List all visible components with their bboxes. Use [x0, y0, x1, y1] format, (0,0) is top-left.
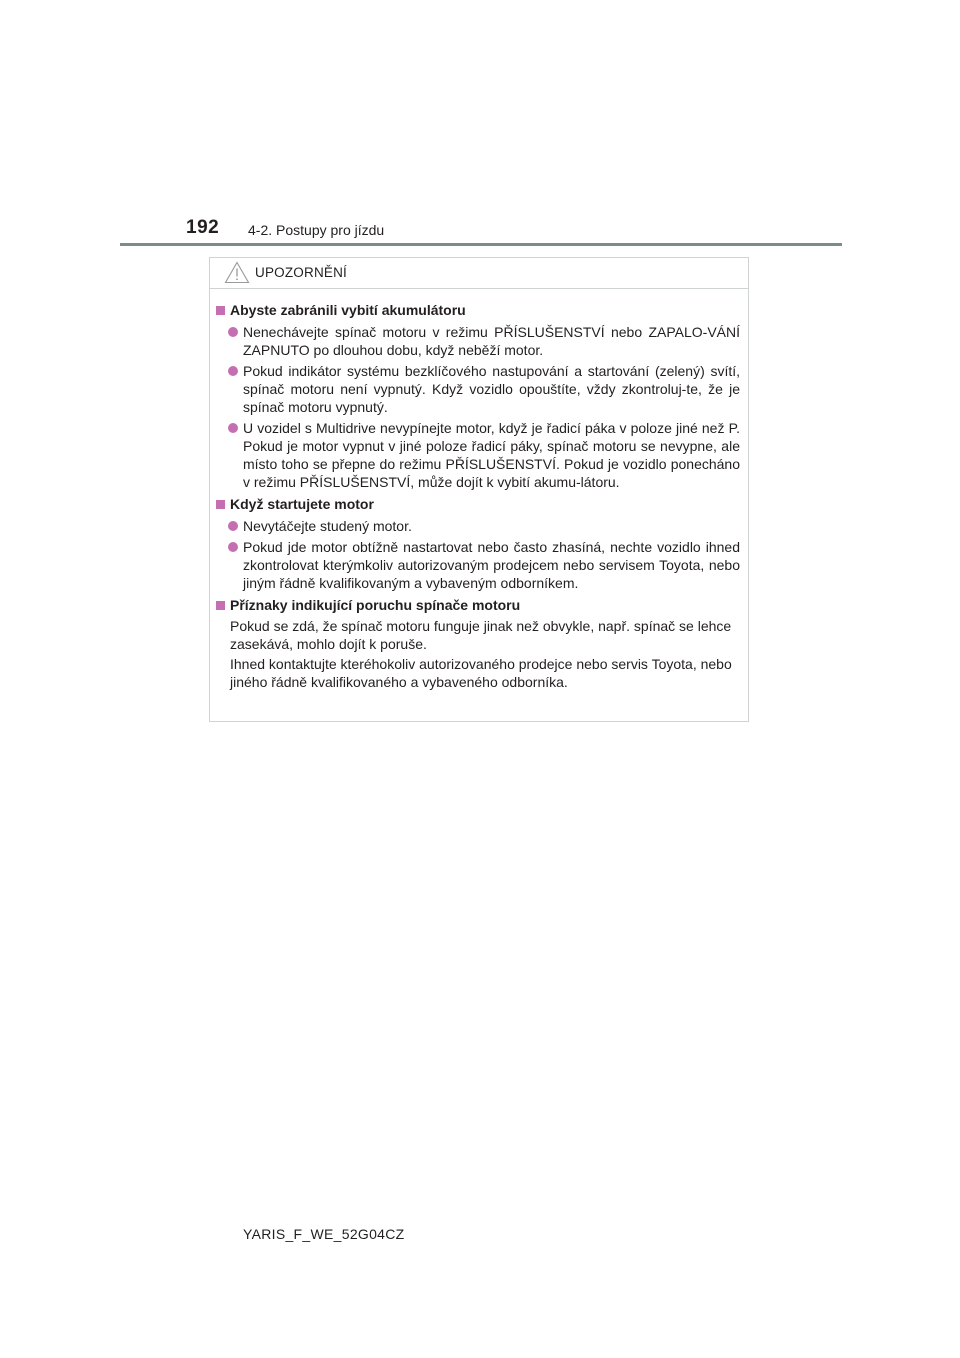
footer-code: YARIS_F_WE_52G04CZ — [243, 1226, 405, 1242]
caution-title: UPOZORNĚNÍ — [255, 265, 348, 280]
list-item: Nevytáčejte studený motor. — [216, 517, 740, 535]
section-starting — [216, 495, 740, 592]
round-bullet-icon — [228, 327, 238, 337]
warning-triangle-icon — [224, 261, 250, 284]
section-battery — [216, 301, 740, 491]
page-header — [0, 0, 960, 250]
round-bullet-icon — [228, 366, 238, 376]
round-bullet-icon — [228, 423, 238, 433]
section-heading: Abyste zabránili vybití akumulátoru — [216, 301, 740, 320]
list-item: Pokud jde motor obtížně nastartovat nebo často zhasíná, nechte vozidlo ihned zkontrolovat kterýmkoliv autorizovaným prodejcem nebo servisem Toyota, nebo jiným řádně kvalifikovaným a vybaveným odborníkem. — [216, 538, 740, 592]
square-bullet-icon — [216, 306, 225, 315]
paragraph: Ihned kontaktujte kteréhokoliv autorizovaného prodejce nebo servis Toyota, nebo jiného řádně kvalifikovaného a vybaveného odborníka. — [230, 656, 732, 690]
list-item: Nenechávejte spínač motoru v režimu PŘÍSLUŠENSTVÍ nebo ZAPALO-VÁNÍ ZAPNUTO po dlouhou dobu, když neběží motor. — [216, 323, 740, 359]
section-title: 4-2. Postupy pro jízdu — [248, 222, 385, 238]
list-item: Pokud indikátor systému bezklíčového nastupování a startování (zelený) svítí, spínač motoru není vypnutý. Když vozidlo opouštíte, vždy zkontroluj-te, že je spínač motoru vypnutý. — [216, 362, 740, 416]
caution-body — [210, 289, 748, 691]
round-bullet-icon — [228, 521, 238, 531]
section-heading: Když startujete motor — [216, 495, 740, 514]
caution-header — [210, 258, 748, 289]
paragraph: Pokud se zdá, že spínač motoru funguje jinak než obvykle, např. spínač se lehce zasekává, mohlo dojít k poruše. — [230, 618, 732, 652]
round-bullet-icon — [228, 542, 238, 552]
section-malfunction — [216, 596, 740, 691]
square-bullet-icon — [216, 601, 225, 610]
caution-box — [209, 257, 749, 722]
page-number: 192 — [186, 217, 220, 238]
list-item: U vozidel s Multidrive nevypínejte motor, když je řadicí páka v poloze jiné než P. Pokud je motor vypnut v jiné poloze řadicí páky, spínač motoru se nevypne, ale místo toho se přepne do režimu PŘÍSLUŠENSTVÍ. Pokud je vozidlo ponecháno v režimu PŘÍSLUŠENSTVÍ, může dojít k vybití akumu-látoru. — [216, 419, 740, 491]
square-bullet-icon — [216, 500, 225, 509]
header-rule — [120, 243, 842, 246]
section-heading: Příznaky indikující poruchu spínače motoru — [216, 596, 740, 615]
